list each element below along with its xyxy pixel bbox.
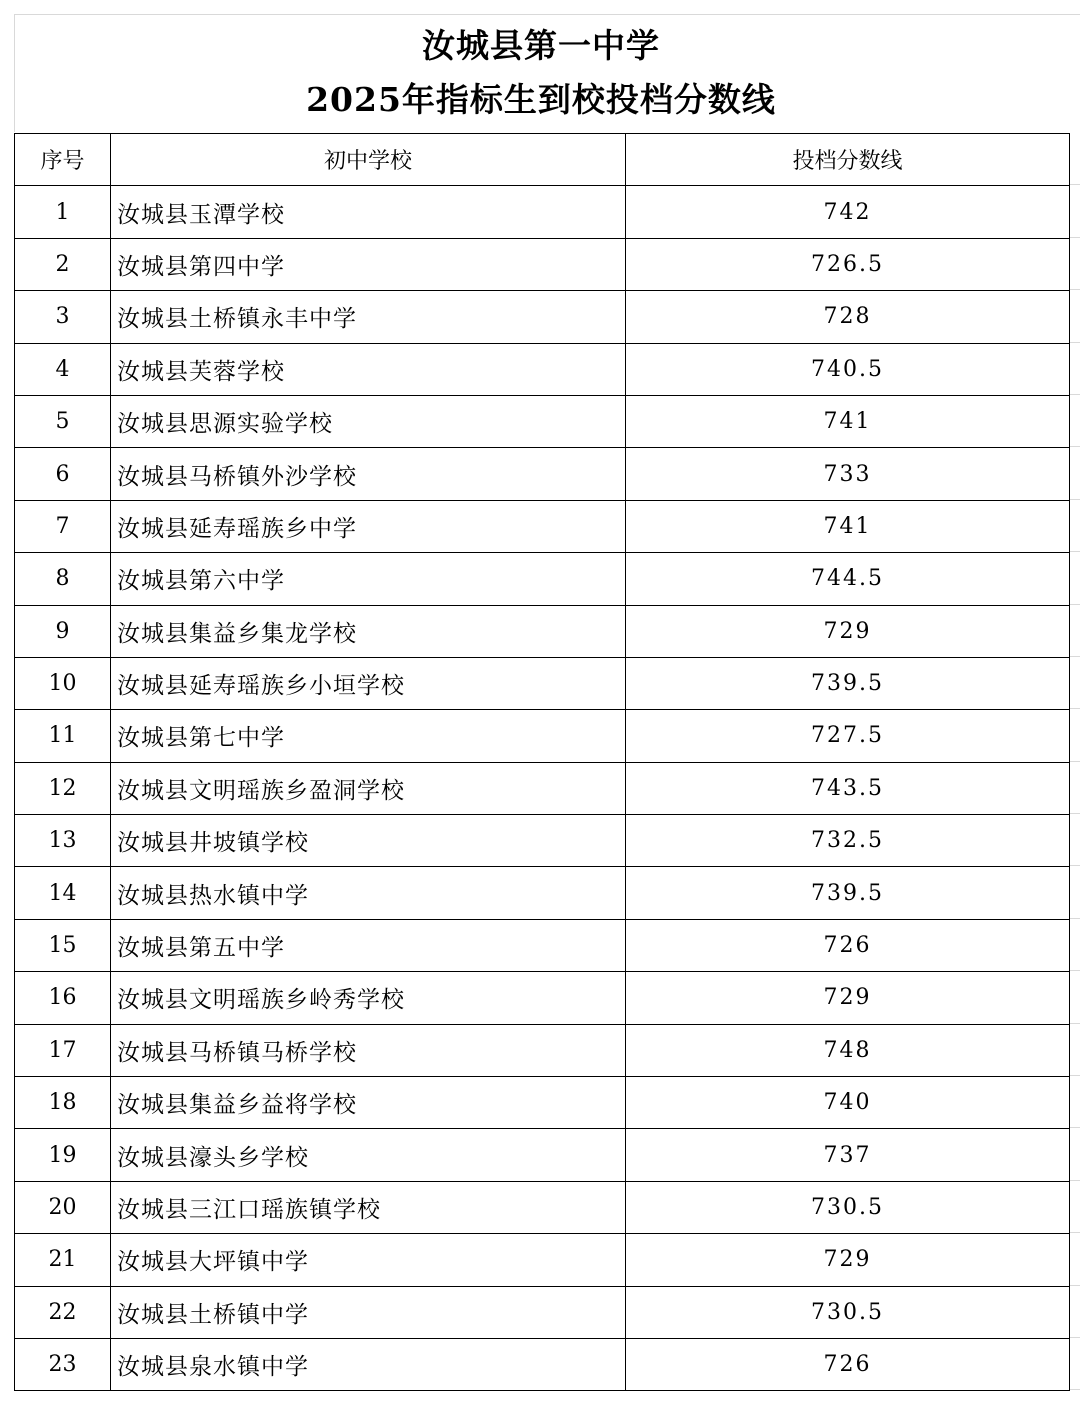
row-number: 17 <box>15 1024 111 1076</box>
row-number: 10 <box>15 657 111 709</box>
school-name: 汝城县马桥镇外沙学校 <box>111 448 626 500</box>
table-row <box>15 238 1070 290</box>
sheet-gridline <box>1070 1233 1080 1285</box>
score-value: 729 <box>626 1234 1070 1286</box>
school-name: 汝城县思源实验学校 <box>111 395 626 447</box>
row-number: 11 <box>15 710 111 762</box>
sheet-row-lines <box>1070 133 1080 1390</box>
row-number: 1 <box>15 186 111 238</box>
table-row <box>15 1234 1070 1286</box>
school-name: 汝城县土桥镇中学 <box>111 1286 626 1338</box>
table-row <box>15 395 1070 447</box>
score-value: 730.5 <box>626 1181 1070 1233</box>
table-row <box>15 1286 1070 1338</box>
score-value: 726 <box>626 1338 1070 1390</box>
table-row <box>15 1181 1070 1233</box>
sheet-gridline <box>1070 447 1080 499</box>
sheet-gridline <box>1070 1128 1080 1180</box>
header-score: 投档分数线 <box>626 134 1070 186</box>
school-name: 汝城县井坡镇学校 <box>111 815 626 867</box>
score-value: 732.5 <box>626 815 1070 867</box>
school-name: 汝城县第四中学 <box>111 238 626 290</box>
table-row <box>15 657 1070 709</box>
sheet-gridline <box>1070 290 1080 342</box>
score-value: 730.5 <box>626 1286 1070 1338</box>
table-row <box>15 343 1070 395</box>
school-name: 汝城县延寿瑶族乡小垣学校 <box>111 657 626 709</box>
score-value: 740 <box>626 1077 1070 1129</box>
school-name: 汝城县濠头乡学校 <box>111 1129 626 1181</box>
school-name: 汝城县三江口瑶族镇学校 <box>111 1181 626 1233</box>
sheet-gridline <box>1070 1024 1080 1076</box>
school-name: 汝城县泉水镇中学 <box>111 1338 626 1390</box>
header-row <box>15 134 1070 186</box>
title-cell <box>14 14 1068 132</box>
row-number: 18 <box>15 1077 111 1129</box>
table-row <box>15 867 1070 919</box>
row-number: 20 <box>15 1181 111 1233</box>
row-number: 2 <box>15 238 111 290</box>
school-name: 汝城县第五中学 <box>111 919 626 971</box>
sheet-gridline <box>1070 238 1080 290</box>
table-row <box>15 448 1070 500</box>
row-number: 3 <box>15 291 111 343</box>
sheet-gridline <box>1070 709 1080 761</box>
score-value: 739.5 <box>626 867 1070 919</box>
score-value: 729 <box>626 605 1070 657</box>
school-name: 汝城县第六中学 <box>111 553 626 605</box>
score-value: 727.5 <box>626 710 1070 762</box>
header-no: 序号 <box>15 134 111 186</box>
table-row <box>15 1024 1070 1076</box>
school-name: 汝城县集益乡集龙学校 <box>111 605 626 657</box>
row-number: 5 <box>15 395 111 447</box>
score-value: 741 <box>626 500 1070 552</box>
school-name: 汝城县土桥镇永丰中学 <box>111 291 626 343</box>
table-row <box>15 762 1070 814</box>
school-name: 汝城县大坪镇中学 <box>111 1234 626 1286</box>
header-school: 初中学校 <box>111 134 626 186</box>
school-name: 汝城县延寿瑶族乡中学 <box>111 500 626 552</box>
score-value: 740.5 <box>626 343 1070 395</box>
sheet-gridline <box>1070 919 1080 971</box>
table-row <box>15 1129 1070 1181</box>
school-name: 汝城县文明瑶族乡盈洞学校 <box>111 762 626 814</box>
title-line-2: 2025年指标生到校投档分数线 <box>306 80 776 119</box>
sheet-gridline <box>1070 971 1080 1023</box>
score-value: 726 <box>626 919 1070 971</box>
row-number: 14 <box>15 867 111 919</box>
score-value: 729 <box>626 972 1070 1024</box>
score-value: 733 <box>626 448 1070 500</box>
row-number: 13 <box>15 815 111 867</box>
score-value: 726.5 <box>626 238 1070 290</box>
row-number: 12 <box>15 762 111 814</box>
school-name: 汝城县马桥镇马桥学校 <box>111 1024 626 1076</box>
score-table <box>14 133 1070 1391</box>
school-name: 汝城县芙蓉学校 <box>111 343 626 395</box>
row-number: 7 <box>15 500 111 552</box>
table-row <box>15 553 1070 605</box>
school-name: 汝城县第七中学 <box>111 710 626 762</box>
sheet-gridline <box>1070 657 1080 709</box>
score-value: 748 <box>626 1024 1070 1076</box>
score-value: 744.5 <box>626 553 1070 605</box>
score-value: 728 <box>626 291 1070 343</box>
row-number: 16 <box>15 972 111 1024</box>
table-row <box>15 710 1070 762</box>
score-value: 739.5 <box>626 657 1070 709</box>
title-line-1: 汝城县第一中学 <box>422 26 660 65</box>
sheet-gridline <box>1070 1338 1080 1390</box>
row-number: 4 <box>15 343 111 395</box>
sheet-gridline <box>1070 343 1080 395</box>
row-number: 22 <box>15 1286 111 1338</box>
sheet-gridline <box>1070 1181 1080 1233</box>
score-value: 737 <box>626 1129 1070 1181</box>
row-number: 15 <box>15 919 111 971</box>
school-name: 汝城县玉潭学校 <box>111 186 626 238</box>
school-name: 汝城县文明瑶族乡岭秀学校 <box>111 972 626 1024</box>
row-number: 9 <box>15 605 111 657</box>
school-name: 汝城县集益乡益将学校 <box>111 1077 626 1129</box>
row-number: 8 <box>15 553 111 605</box>
row-number: 6 <box>15 448 111 500</box>
table-row <box>15 500 1070 552</box>
sheet-gridline <box>1070 185 1080 237</box>
table-row <box>15 815 1070 867</box>
sheet-gridline <box>1070 133 1080 185</box>
table-row <box>15 919 1070 971</box>
sheet-gridline <box>1070 395 1080 447</box>
table-row <box>15 605 1070 657</box>
sheet-gridline <box>1070 500 1080 552</box>
row-number: 19 <box>15 1129 111 1181</box>
score-value: 741 <box>626 395 1070 447</box>
score-value: 742 <box>626 186 1070 238</box>
row-number: 21 <box>15 1234 111 1286</box>
sheet-gridline <box>1070 1076 1080 1128</box>
table-row <box>15 291 1070 343</box>
sheet-gridline <box>1070 1286 1080 1338</box>
score-value: 743.5 <box>626 762 1070 814</box>
sheet-gridline <box>1070 762 1080 814</box>
school-name: 汝城县热水镇中学 <box>111 867 626 919</box>
sheet-gridline <box>1070 866 1080 918</box>
sheet-gridline <box>1070 605 1080 657</box>
sheet-gridline <box>1070 552 1080 604</box>
row-number: 23 <box>15 1338 111 1390</box>
sheet-gridline <box>1070 814 1080 866</box>
table-row <box>15 972 1070 1024</box>
table-row <box>15 186 1070 238</box>
table-row <box>15 1077 1070 1129</box>
table-row <box>15 1338 1070 1390</box>
